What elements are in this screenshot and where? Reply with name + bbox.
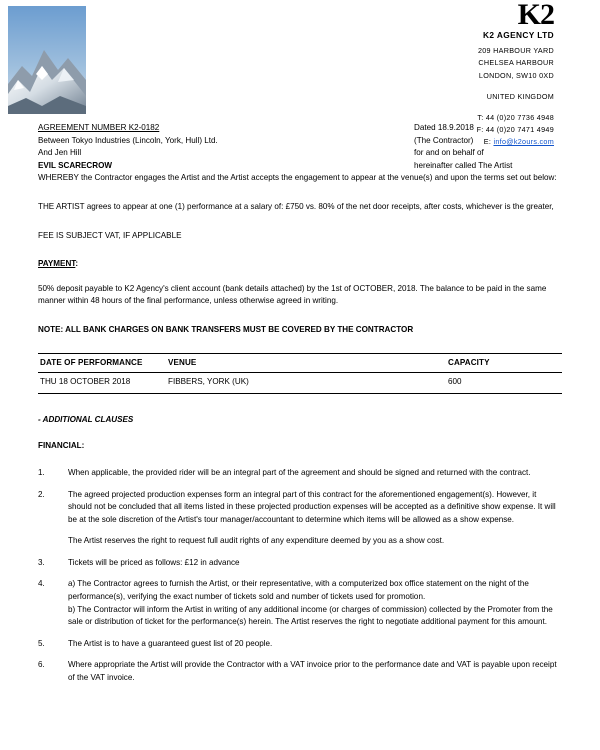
table-row xyxy=(38,373,562,394)
performance-table xyxy=(38,353,562,394)
clause-item xyxy=(38,467,562,480)
company-name: K2 AGENCY LTD xyxy=(483,30,554,40)
agreement-number: AGREEMENT NUMBER K2-0182 xyxy=(38,123,160,132)
clause-paragraph: Tickets will be priced as follows: £12 in advance xyxy=(68,557,240,567)
clause-paragraph: a) The Contractor agrees to furnish the Artist, or their representative, with a computerized box office statement on the night of the performance(s), verifying the exact number of tickets sold and number of tickets used for promotion. xyxy=(68,579,529,602)
country-line: UNITED KINGDOM xyxy=(486,91,554,101)
financial-heading: FINANCIAL: xyxy=(38,441,85,451)
address-line-2: CHELSEA HARBOUR xyxy=(478,58,554,68)
cell-venue: FIBBERS, YORK (UK) xyxy=(166,373,446,394)
bank-charges-note: NOTE: ALL BANK CHARGES ON BANK TRANSFERS MUST BE COVERED BY THE CONTRACTOR xyxy=(38,324,414,334)
clause-number: 3. xyxy=(38,557,45,567)
mountain-photo xyxy=(8,6,86,114)
telephone-line: T: 44 (0)20 7736 4948 xyxy=(477,113,554,123)
signatory-name: And Jen Hill xyxy=(38,148,82,158)
artist-agrees-paragraph: THE ARTIST agrees to appear at one (1) performance at a salary of: £750 vs. 80% of the net door receipts, after costs, whichever is the greater, xyxy=(38,201,554,211)
cell-capacity: 600 xyxy=(446,373,562,394)
k2-logo: K2 xyxy=(517,0,554,31)
artist-tag: hereinafter called The Artist xyxy=(414,160,513,170)
clause-number: 6. xyxy=(38,660,45,670)
clause-text xyxy=(68,557,562,570)
table-header-row xyxy=(38,353,562,373)
email-label: E: xyxy=(483,137,494,147)
clause-item xyxy=(38,578,562,628)
contract-body xyxy=(0,122,600,685)
for-on-behalf: for and on behalf of xyxy=(414,148,484,158)
cell-date: THU 18 OCTOBER 2018 xyxy=(38,373,166,394)
fax-line: F: 44 (0)20 7471 4949 xyxy=(476,125,554,135)
clause-item xyxy=(38,489,562,548)
between-row xyxy=(38,135,562,148)
address-line-3: LONDON, SW10 0XD xyxy=(478,70,554,80)
payment-heading xyxy=(38,258,562,271)
clauses-list xyxy=(38,467,562,685)
whereby-paragraph: WHEREBY the Contractor engages the Artist and the Artist accepts the engagement to appear at the venue(s) and upon the terms set out below: xyxy=(38,173,557,183)
clause-text xyxy=(68,578,562,628)
col-header-venue: VENUE xyxy=(166,353,446,373)
additional-clauses-title: - ADDITIONAL CLAUSES xyxy=(38,414,134,424)
clause-item xyxy=(38,638,562,651)
artist-row xyxy=(38,160,562,173)
clause-paragraph: The agreed projected production expenses form an integral part of this contract for the aforementioned engagement(s). However, it should not be concluded that all items listed in these projected production expenses will be accepted as a definitive show expense. It will be at the sole discretion of the Artist's tour manager/accountant to determine which items will be allowed as a show expense. xyxy=(68,489,556,524)
clause-paragraph: Where appropriate the Artist will provide the Contractor with a VAT invoice prior to the performance date and VAT is payable upon receipt of the VAT invoice. xyxy=(68,660,557,683)
clause-paragraph: b) The Contractor will inform the Artist in writing of any additional income (or charges of commission) collected by the Promoter from the sale or distribution of ticket for the performance(s) herein. The Artist reserves the right to negotiate additional payment for this amount. xyxy=(68,604,553,627)
contractor-tag: (The Contractor) xyxy=(414,135,474,145)
agreement-number-row xyxy=(38,122,562,135)
clause-text xyxy=(68,659,562,684)
clause-number: 5. xyxy=(38,638,45,648)
clause-number: 4. xyxy=(38,579,45,589)
address-line-1: 209 HARBOUR YARD xyxy=(477,46,554,56)
artist-name: EVIL SCARECROW xyxy=(38,160,113,170)
clause-item xyxy=(38,659,562,684)
contractor-name: Between Tokyo Industries (Lincoln, York, Hull) Ltd. xyxy=(38,135,218,145)
clause-number: 1. xyxy=(38,467,45,477)
clause-text xyxy=(68,638,562,651)
clause-paragraph: The Artist is to have a guaranteed guest list of 20 people. xyxy=(68,638,273,648)
agreement-date: Dated 18.9.2018 xyxy=(414,123,474,132)
col-header-date: DATE OF PERFORMANCE xyxy=(38,353,166,373)
fee-vat-line: FEE IS SUBJECT VAT, IF APPLICABLE xyxy=(38,230,182,240)
clause-text xyxy=(68,489,562,548)
email-link[interactable]: info@k2ours.com xyxy=(493,137,554,147)
payment-colon: : xyxy=(75,259,79,269)
clause-item xyxy=(38,557,562,570)
payment-label: PAYMENT xyxy=(38,259,76,269)
clause-number: 2. xyxy=(38,489,45,499)
and-row xyxy=(38,147,562,160)
clause-paragraph: The Artist reserves the right to request full audit rights of any expenditure deemed by you as a show cost. xyxy=(68,536,445,546)
col-header-capacity: CAPACITY xyxy=(446,353,562,373)
payment-terms: 50% deposit payable to K2 Agency's client account (bank details attached) by the 1st of OCTOBER, 2018. The balance to be paid in the same manner within 48 hours of the final performance, unless otherwise agreed in writing. xyxy=(38,283,547,306)
clause-paragraph: When applicable, the provided rider will be an integral part of the agreement and should be signed and returned with the contract. xyxy=(68,467,531,477)
clause-text xyxy=(68,467,562,480)
